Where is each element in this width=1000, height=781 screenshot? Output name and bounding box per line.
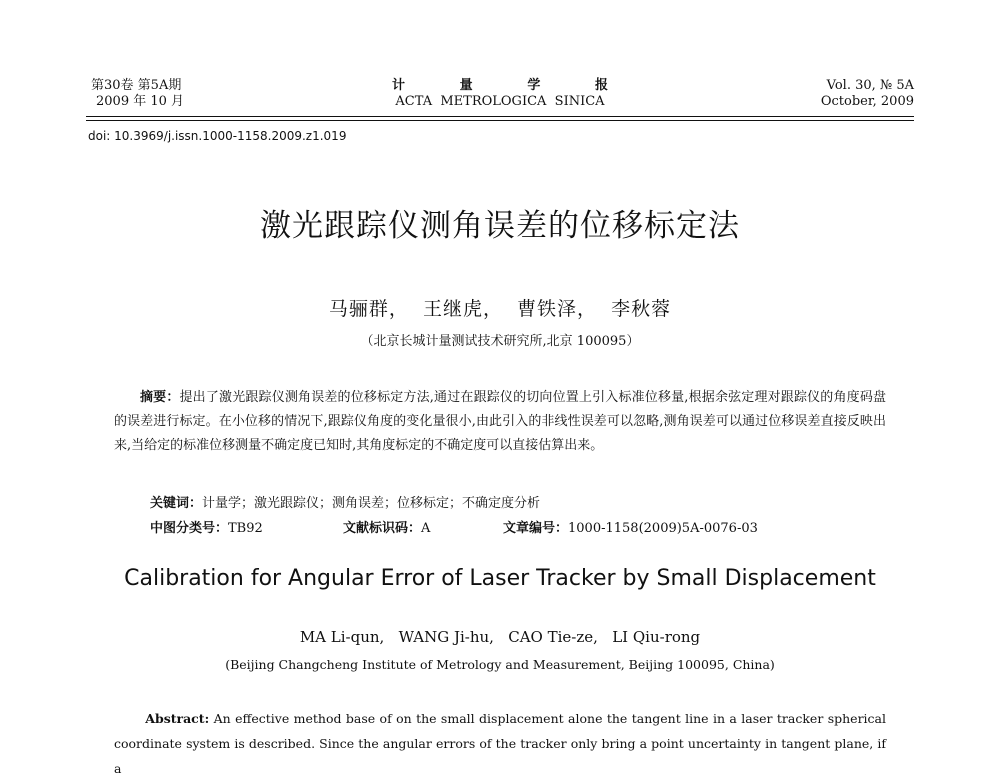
clc-label: 中图分类号： [150,521,229,536]
abstract-en [114,706,886,781]
abstract-en-label: Abstract: [145,711,210,726]
date-cn: 2009 年 10 月 [96,94,185,109]
authors-en: MA Li-qun, WANG Ji-hu, CAO Tie-ze, LI Qiu-rong [299,628,701,646]
affiliation-cn: （北京长城计量测试技术研究所,北京 100095） [360,334,640,349]
title-en: Calibration for Angular Error of Laser Tracker by Small Displacement [124,566,876,591]
header-rule-thin [86,120,914,121]
journal-char: 学 [527,78,541,93]
journal-char: 报 [594,78,608,93]
article-no-label: 文章编号： [503,521,569,536]
document-code [343,517,430,536]
journal-issue-en [821,78,914,110]
article-no-value: 1000-1158(2009)5A-0076-03 [568,521,758,536]
clc-value: TB92 [228,521,263,536]
abstract-cn [114,386,886,458]
journal-char: 计 [392,78,406,93]
volume-issue-en: Vol. 30, № 5A [826,78,914,93]
doi: doi: 10.3969/j.issn.1000-1158.2009.z1.019 [88,129,347,143]
clc-number [150,517,263,536]
authors-cn: 马骊群， 王继虎， 曹铁泽， 李秋蓉 [328,298,672,320]
keywords-label: 关键词： [150,496,203,511]
journal-name [372,78,628,110]
journal-name-en: ACTA METROLOGICA SINICA [395,94,605,109]
header-rule-thick [86,116,914,117]
title-cn: 激光跟踪仪测角误差的位移标定法 [260,208,740,244]
article-number [503,517,758,536]
doc-code-value: A [421,521,431,536]
abstract-en-text: An effective method base of on the small displacement alone the tangent line in a laser tracker spherical coordinate system is described. Since the angular errors of the tracker only bring a point uncertainty in tangent plane, if a [114,711,886,776]
journal-issue-cn [91,78,184,110]
volume-issue-cn: 第30卷 第5A期 [91,78,182,93]
keywords-cn [150,492,540,511]
journal-char: 量 [459,78,473,93]
abstract-cn-text: 提出了激光跟踪仪测角误差的位移标定方法,通过在跟踪仪的切向位置上引入标准位移量,根据余弦定理对跟踪仪的角度码盘的误差进行标定。在小位移的情况下,跟踪仪角度的变化量很小,由此引入的非线性误差可以忽略,测角误差可以通过位移误差直接反映出来,当给定的标准位移测量不确定度已知时,其角度标定的不确定度可以直接估算出来。 [114,390,886,453]
abstract-cn-label: 摘要： [140,390,180,405]
affiliation-en: (Beijing Changcheng Institute of Metrology and Measurement, Beijing 100095, China) [225,657,775,672]
journal-name-cn [372,78,628,94]
doc-code-label: 文献标识码： [343,521,422,536]
date-en: October, 2009 [820,94,914,109]
keywords-text: 计量学；激光跟踪仪；测角误差；位移标定；不确定度分析 [202,496,541,511]
